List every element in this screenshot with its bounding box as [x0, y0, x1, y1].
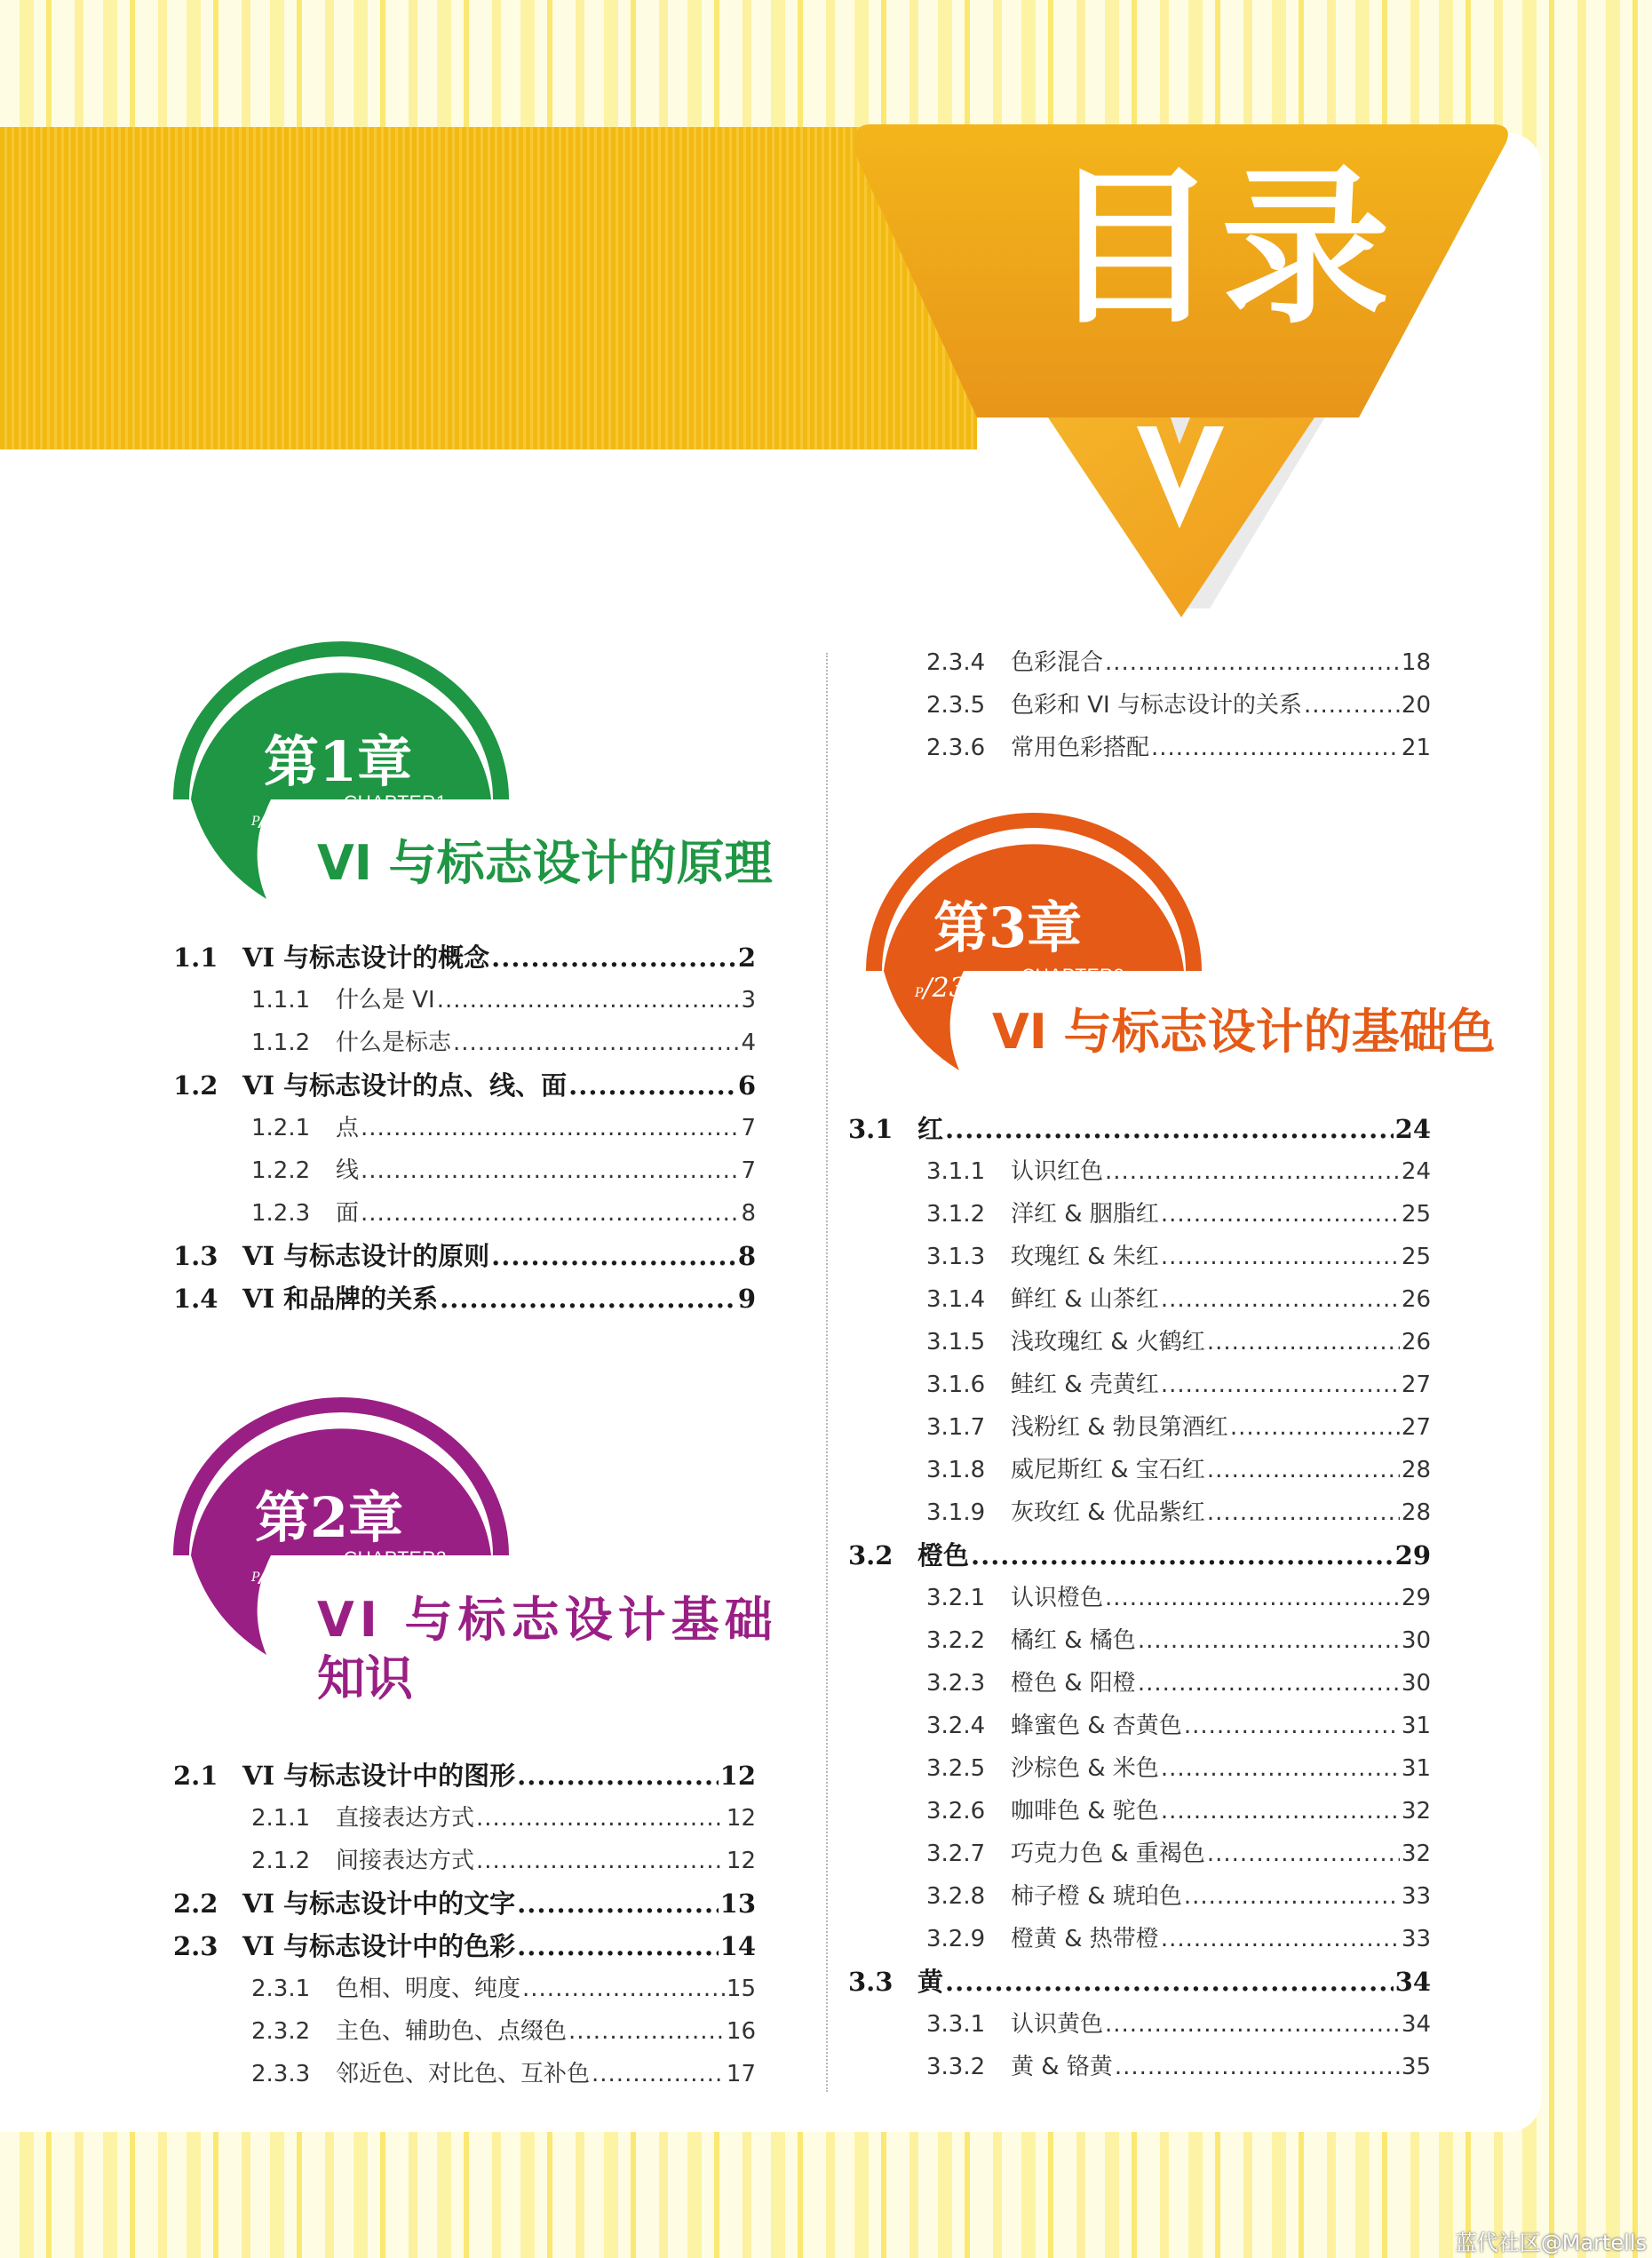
toc-leader-dots	[1105, 2003, 1400, 2046]
toc-number: 1.4	[173, 1284, 218, 1314]
toc-leader-dots	[361, 1107, 739, 1149]
toc-subsection-row[interactable]	[848, 1321, 1431, 1364]
toc-leader-dots	[1207, 1833, 1400, 1875]
toc-page-number: 12	[719, 1761, 756, 1791]
toc-number: 2.3.2	[251, 2018, 311, 2045]
toc-subsection-row[interactable]	[848, 2003, 1431, 2046]
toc-leader-dots	[1161, 1236, 1400, 1278]
toc-page-number: 29	[1401, 1585, 1431, 1611]
toc-subsection-row[interactable]	[173, 1149, 756, 1192]
toc-leader-dots	[361, 1149, 739, 1192]
toc-number: 2.1	[173, 1761, 218, 1791]
toc-page-number: 3	[741, 987, 756, 1014]
toc-leader-dots	[1207, 1321, 1400, 1364]
toc-number: 1.2	[173, 1070, 218, 1101]
toc-number: 2.1.2	[251, 1848, 311, 1874]
toc-title: 间接表达方式	[336, 1848, 475, 1874]
toc-page-number: 27	[1401, 1414, 1431, 1441]
toc-page-number: 21	[1401, 735, 1431, 761]
toc-page-number: 17	[726, 2061, 756, 2087]
toc-leader-dots	[517, 1754, 718, 1797]
toc-leader-dots	[1207, 1491, 1400, 1534]
toc-number: 2.3.4	[926, 649, 986, 676]
toc-page-number: 34	[1401, 2011, 1431, 2038]
toc-number: 3.2.9	[926, 1926, 986, 1952]
toc-number: 2.1.1	[251, 1805, 311, 1832]
toc-section-row[interactable]	[173, 1064, 756, 1107]
toc-page-number: 13	[719, 1888, 756, 1919]
toc-title: 黄	[917, 1967, 944, 1997]
toc-leader-dots	[971, 1534, 1394, 1577]
chapter-header-1	[173, 632, 848, 899]
toc-number: 1.3	[173, 1241, 218, 1271]
chapter-label: 第2章	[255, 1485, 404, 1550]
toc-subsection-row[interactable]	[173, 2010, 756, 2053]
toc-subsection-row[interactable]	[848, 1449, 1431, 1491]
toc-number: 3.2.7	[926, 1841, 986, 1867]
toc-title: VI 与标志设计的原则	[242, 1241, 490, 1271]
toc-number: 3.1.9	[926, 1499, 986, 1526]
toc-title: 威尼斯红 & 宝石红	[1011, 1457, 1205, 1483]
toc-number: 2.3.5	[926, 692, 986, 719]
chapter-header-3	[866, 804, 1541, 1070]
toc-section-row[interactable]	[173, 1925, 756, 1968]
toc-number: 3.2.5	[926, 1755, 986, 1782]
toc-leader-dots	[1105, 1577, 1400, 1619]
toc-page-number: 12	[726, 1805, 756, 1832]
toc-section-row[interactable]	[848, 1960, 1431, 2003]
toc-subsection-row[interactable]	[848, 1150, 1431, 1193]
toc-title: 色彩混合	[1011, 649, 1104, 676]
toc-leader-dots	[1207, 1449, 1400, 1491]
toc-page-number: 33	[1401, 1926, 1431, 1952]
toc-leader-dots	[476, 1840, 725, 1882]
toc-page-number: 8	[737, 1241, 756, 1271]
toc-number: 3.1.2	[926, 1201, 986, 1228]
toc-page-number: 6	[737, 1070, 756, 1101]
toc-page-number: 30	[1401, 1627, 1431, 1654]
toc-leader-dots	[1161, 1278, 1400, 1321]
toc-title: 直接表达方式	[336, 1805, 475, 1832]
toc-page-number: 25	[1401, 1201, 1431, 1228]
toc-title: 巧克力色 & 重褐色	[1011, 1841, 1205, 1867]
page-title: 目录	[1048, 150, 1394, 346]
toc-title: 鲜红 & 山茶红	[1011, 1286, 1159, 1313]
toc-number: 3.2.8	[926, 1883, 986, 1910]
toc-number: 2.2	[173, 1888, 218, 1919]
toc-subsection-row[interactable]	[848, 1278, 1431, 1321]
toc-section-row[interactable]	[848, 1534, 1431, 1577]
toc-section-row[interactable]	[173, 1882, 756, 1925]
toc-title: 什么是 VI	[336, 987, 435, 1014]
toc-number: 3.1.8	[926, 1457, 986, 1483]
toc-title: 橙色	[917, 1540, 970, 1570]
toc-number: 2.3.3	[251, 2061, 311, 2087]
toc-subsection-row[interactable]	[848, 641, 1431, 684]
toc-page-number: 12	[726, 1848, 756, 1874]
toc-title: 邻近色、对比色、互补色	[336, 2061, 591, 2087]
toc-leader-dots	[1138, 1619, 1400, 1662]
chapter-eng-label: CHAPTER3	[1021, 966, 1125, 986]
toc-leader-dots	[517, 1882, 718, 1925]
toc-leader-dots	[1105, 641, 1400, 684]
toc-leader-dots	[1115, 2046, 1400, 2088]
toc-subsection-row[interactable]	[848, 1747, 1431, 1790]
toc-page-number: 32	[1401, 1798, 1431, 1825]
toc-title: 色彩和 VI 与标志设计的关系	[1011, 692, 1302, 719]
toc-title: 浅玫瑰红 & 火鹤红	[1011, 1329, 1205, 1356]
toc-title: VI 和品牌的关系	[242, 1284, 439, 1314]
toc-title: 咖啡色 & 驼色	[1011, 1798, 1159, 1825]
toc-page-number: 26	[1401, 1329, 1431, 1356]
toc-page-number: 28	[1401, 1457, 1431, 1483]
toc-number: 1.2.3	[251, 1200, 311, 1227]
toc-title: 浅粉红 & 勃艮第酒红	[1011, 1414, 1228, 1441]
toc-subsection-row[interactable]	[848, 1364, 1431, 1406]
toc-title: 面	[336, 1200, 360, 1227]
toc-number: 3.2.6	[926, 1798, 986, 1825]
chapter-title-line-1: VI 与标志设计基础	[317, 1592, 778, 1648]
toc-subsection-row[interactable]	[173, 1022, 756, 1064]
toc-title: 橘红 & 橘色	[1011, 1627, 1136, 1654]
toc-subsection-row[interactable]	[848, 1193, 1431, 1236]
chapter-start-page: P/11	[251, 1557, 303, 1588]
toc-chapter-3	[848, 1108, 1431, 2088]
toc-title: 色相、明度、纯度	[336, 1976, 521, 2002]
toc-number: 2.3.6	[926, 735, 986, 761]
toc-number: 1.1.2	[251, 1030, 311, 1056]
toc-page-number: 9	[737, 1284, 756, 1314]
toc-page-number: 8	[741, 1200, 756, 1227]
toc-subsection-row[interactable]	[173, 979, 756, 1022]
toc-page-number: 25	[1401, 1244, 1431, 1270]
toc-subsection-row[interactable]	[173, 1192, 756, 1235]
toc-subsection-row[interactable]	[173, 1107, 756, 1149]
toc-subsection-row[interactable]	[173, 1968, 756, 2010]
toc-leader-dots	[522, 1968, 725, 2010]
header-band	[0, 127, 977, 449]
toc-number: 3.2.4	[926, 1713, 986, 1739]
toc-subsection-row[interactable]	[848, 727, 1431, 769]
toc-section-row[interactable]	[173, 936, 756, 979]
toc-subsection-row[interactable]	[848, 1662, 1431, 1705]
toc-page-number: 33	[1401, 1883, 1431, 1910]
toc-title: 黄 & 铬黄	[1011, 2054, 1113, 2080]
toc-page-number: 15	[726, 1976, 756, 2002]
toc-leader-dots	[945, 1108, 1394, 1150]
chapter-label: 第1章	[264, 729, 413, 794]
toc-leader-dots	[1138, 1662, 1400, 1705]
toc-title: 常用色彩搭配	[1011, 735, 1150, 761]
toc-page-number: 31	[1401, 1713, 1431, 1739]
toc-page-number: 7	[741, 1115, 756, 1141]
toc-subsection-row[interactable]	[848, 1491, 1431, 1534]
toc-number: 3.2.3	[926, 1670, 986, 1697]
toc-title: VI 与标志设计中的图形	[242, 1761, 516, 1791]
toc-subsection-row[interactable]	[848, 1918, 1431, 1960]
toc-subsection-row[interactable]	[848, 2046, 1431, 2088]
toc-subsection-row[interactable]	[848, 1406, 1431, 1449]
toc-title: 红	[917, 1114, 944, 1144]
toc-title: 蜂蜜色 & 杏黄色	[1011, 1713, 1182, 1739]
toc-subsection-row[interactable]	[173, 1840, 756, 1882]
toc-leader-dots	[517, 1925, 718, 1968]
watermark: 蓝代社区@Martells	[1455, 2230, 1647, 2255]
chapter-title: VI 与标志设计的基础色	[992, 1004, 1496, 1060]
toc-title: 认识黄色	[1011, 2011, 1104, 2038]
toc-page-number: 35	[1401, 2054, 1431, 2080]
toc-number: 3.2.2	[926, 1627, 986, 1654]
toc-subsection-row[interactable]	[848, 1236, 1431, 1278]
toc-number: 3.1.4	[926, 1286, 986, 1313]
toc-title: 橙色 & 阳橙	[1011, 1670, 1136, 1697]
toc-title: 灰玫红 & 优品紫红	[1011, 1499, 1205, 1526]
toc-leader-dots	[568, 2010, 725, 2053]
toc-title: 柿子橙 & 琥珀色	[1011, 1883, 1182, 1910]
toc-section-row[interactable]	[173, 1277, 756, 1320]
toc-section-row[interactable]	[173, 1754, 756, 1797]
toc-leader-dots	[1304, 684, 1400, 727]
toc-title: VI 与标志设计中的色彩	[242, 1931, 516, 1961]
toc-leader-dots	[1105, 1150, 1400, 1193]
toc-subsection-row[interactable]	[848, 684, 1431, 727]
chapter-title: VI 与标志设计的原理	[317, 835, 773, 891]
toc-leader-dots	[476, 1797, 725, 1840]
toc-title: 点	[336, 1115, 360, 1141]
toc-chapter-2-continued	[848, 641, 1431, 769]
toc-subsection-row[interactable]	[173, 1797, 756, 1840]
chapter-eng-label: CHAPTER1	[344, 792, 448, 813]
chapter-eng-label: CHAPTER2	[344, 1548, 448, 1569]
toc-number: 2.3	[173, 1931, 218, 1961]
toc-title: VI 与标志设计的点、线、面	[242, 1070, 568, 1101]
toc-section-row[interactable]	[173, 1235, 756, 1277]
toc-page-number: 7	[741, 1157, 756, 1184]
toc-subsection-row[interactable]	[848, 1577, 1431, 1619]
toc-page-number: 24	[1394, 1114, 1431, 1144]
toc-page-number: 16	[726, 2018, 756, 2045]
toc-number: 2.3.1	[251, 1976, 311, 2002]
toc-title: 主色、辅助色、点缀色	[336, 2018, 568, 2045]
toc-leader-dots	[945, 1960, 1394, 2003]
toc-number: 3.1.1	[926, 1158, 986, 1185]
toc-page-number: 34	[1394, 1967, 1431, 1997]
toc-number: 3.1.6	[926, 1371, 986, 1398]
toc-leader-dots	[1184, 1705, 1400, 1747]
toc-leader-dots	[1161, 1790, 1400, 1833]
toc-leader-dots	[592, 2053, 725, 2095]
toc-chapter-2	[173, 1754, 756, 2095]
toc-leader-dots	[1230, 1406, 1400, 1449]
toc-leader-dots	[491, 1235, 736, 1277]
toc-number: 3.1.7	[926, 1414, 986, 1441]
chapter-start-page: P/01	[251, 801, 303, 832]
toc-subsection-row[interactable]	[848, 1619, 1431, 1662]
toc-number: 1.1.1	[251, 987, 311, 1014]
toc-page-number: 2	[737, 942, 756, 973]
toc-leader-dots	[1161, 1918, 1400, 1960]
toc-number: 3.3.2	[926, 2054, 986, 2080]
toc-number: 1.2.2	[251, 1157, 311, 1184]
chapter-header-2	[173, 1388, 848, 1706]
toc-subsection-row[interactable]	[848, 1875, 1431, 1918]
toc-number: 3.2	[848, 1540, 894, 1570]
toc-leader-dots	[1161, 1193, 1400, 1236]
toc-page-number: 30	[1401, 1670, 1431, 1697]
toc-number: 3.3.1	[926, 2011, 986, 2038]
toc-leader-dots	[568, 1064, 736, 1107]
toc-page-number: 29	[1394, 1540, 1431, 1570]
toc-number: 1.1	[173, 942, 218, 973]
toc-leader-dots	[1161, 1747, 1400, 1790]
toc-chapter-1	[173, 936, 756, 1320]
toc-leader-dots	[440, 1277, 736, 1320]
toc-title: VI 与标志设计中的文字	[242, 1888, 516, 1919]
chapter-start-page: P/23	[915, 973, 966, 1004]
toc-page-number: 31	[1401, 1755, 1431, 1782]
toc-page-number: 18	[1401, 649, 1431, 676]
toc-title: 沙棕色 & 米色	[1011, 1755, 1159, 1782]
toc-number: 3.3	[848, 1967, 894, 1997]
toc-title: 洋红 & 胭脂红	[1011, 1201, 1159, 1228]
toc-number: 3.2.1	[926, 1585, 986, 1611]
toc-number: 3.1.3	[926, 1244, 986, 1270]
toc-page-number: 32	[1401, 1841, 1431, 1867]
toc-title: 玫瑰红 & 朱红	[1011, 1244, 1159, 1270]
toc-leader-dots	[1151, 727, 1400, 769]
toc-title: VI 与标志设计的概念	[242, 942, 490, 973]
toc-number: 1.2.1	[251, 1115, 311, 1141]
toc-leader-dots	[453, 1022, 739, 1064]
toc-title: 认识橙色	[1011, 1585, 1104, 1611]
toc-page-number: 20	[1401, 692, 1431, 719]
toc-title: 线	[336, 1157, 360, 1184]
chapter-label: 第3章	[933, 895, 1083, 960]
toc-page-number: 4	[741, 1030, 756, 1056]
toc-title: 橙黄 & 热带橙	[1011, 1926, 1159, 1952]
toc-page-number: 24	[1401, 1158, 1431, 1185]
toc-page-number: 26	[1401, 1286, 1431, 1313]
toc-title: 什么是标志	[336, 1030, 452, 1056]
chapter-title-line-2: 知识	[317, 1650, 413, 1706]
toc-number: 3.1	[848, 1114, 894, 1144]
toc-section-row[interactable]	[848, 1108, 1431, 1150]
toc-subsection-row[interactable]	[848, 1833, 1431, 1875]
toc-leader-dots	[1161, 1364, 1400, 1406]
toc-page-number: 14	[719, 1931, 756, 1961]
toc-page-number: 27	[1401, 1371, 1431, 1398]
toc-title: 认识红色	[1011, 1158, 1104, 1185]
toc-leader-dots	[437, 979, 740, 1022]
toc-subsection-row[interactable]	[848, 1705, 1431, 1747]
toc-title: 鲑红 & 壳黄红	[1011, 1371, 1159, 1398]
toc-leader-dots	[1184, 1875, 1400, 1918]
toc-number: 3.1.5	[926, 1329, 986, 1356]
toc-subsection-row[interactable]	[848, 1790, 1431, 1833]
toc-page-number: 28	[1401, 1499, 1431, 1526]
toc-leader-dots	[361, 1192, 739, 1235]
toc-subsection-row[interactable]	[173, 2053, 756, 2095]
toc-leader-dots	[491, 936, 736, 979]
